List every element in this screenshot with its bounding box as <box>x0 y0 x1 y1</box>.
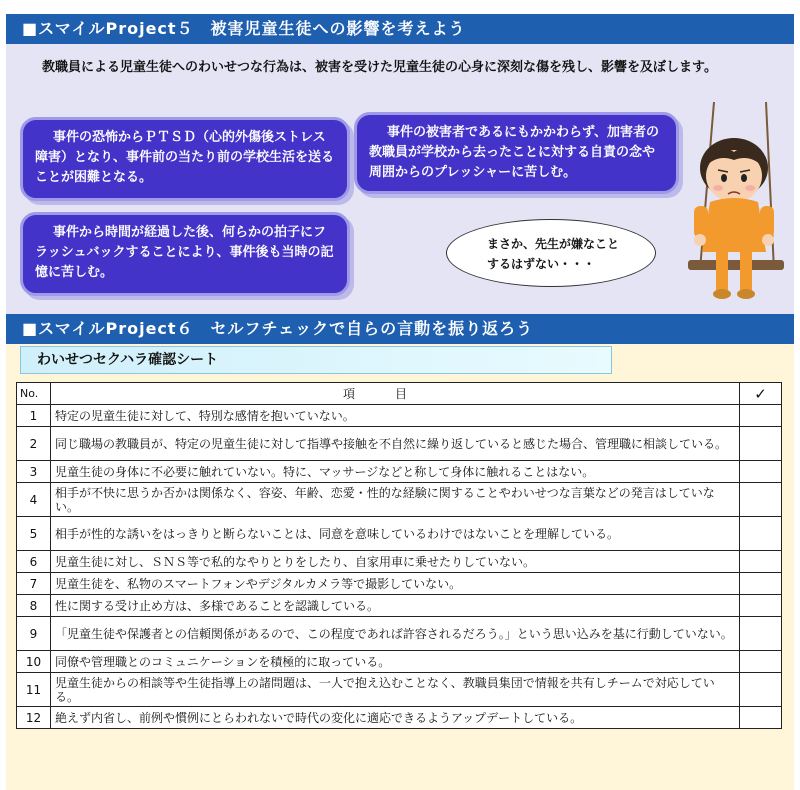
row-number: 2 <box>17 427 51 461</box>
row-item-text: 性に関する受け止め方は、多様であることを認識している。 <box>51 595 740 617</box>
table-row <box>17 673 782 707</box>
project5-intro: 教職員による児童生徒へのわいせつな行為は、被害を受けた児童生徒の心身に深刻な傷を残し、影響を及ぼします。 <box>42 60 717 75</box>
speech-bubble <box>446 219 656 287</box>
row-number: 8 <box>17 595 51 617</box>
row-item-text: 絶えず内省し、前例や慣例にとらわれないで時代の変化に適応できるようアップデートしている。 <box>51 707 740 729</box>
row-check-cell[interactable] <box>740 405 782 427</box>
child-on-swing-illustration <box>670 102 794 312</box>
self-check-table <box>16 382 782 729</box>
project6-title: ■スマイルProject６ セルフチェックで自らの言動を振り返ろう <box>6 314 794 344</box>
table-row <box>17 617 782 651</box>
row-item-text: 児童生徒からの相談等や生徒指導上の諸問題は、一人で抱え込むことなく、教職員集団で情報を共有しチームで対応している。 <box>51 673 740 707</box>
table-row <box>17 461 782 483</box>
row-number: 1 <box>17 405 51 427</box>
row-item-text: 同僚や管理職とのコミュニケーションを積極的に取っている。 <box>51 651 740 673</box>
row-item-text: 特定の児童生徒に対して、特別な感情を抱いていない。 <box>51 405 740 427</box>
header-item: 項目 <box>51 383 740 405</box>
impact-bubble-guilt: 事件の被害者であるにもかかわらず、加害者の教職員が学校から去ったことに対する自責の念や周囲からのプレッシャーに苦しむ。 <box>354 112 679 194</box>
row-check-cell[interactable] <box>740 551 782 573</box>
table-row <box>17 651 782 673</box>
row-number: 5 <box>17 517 51 551</box>
row-item-text: 同じ職場の教職員が、特定の児童生徒に対して指導や接触を不自然に繰り返していると感じた場合、管理職に相談している。 <box>51 427 740 461</box>
header-no: No. <box>17 383 51 405</box>
table-row <box>17 517 782 551</box>
row-check-cell[interactable] <box>740 427 782 461</box>
row-number: 6 <box>17 551 51 573</box>
impact-bubble-ptsd: 事件の恐怖からＰＴＳＤ（心的外傷後ストレス障害）となり、事件前の当たり前の学校生活を送ることが困難となる。 <box>20 117 350 201</box>
header-check: ✓ <box>740 383 782 405</box>
row-check-cell[interactable] <box>740 461 782 483</box>
row-check-cell[interactable] <box>740 651 782 673</box>
row-check-cell[interactable] <box>740 573 782 595</box>
table-row <box>17 551 782 573</box>
row-item-text: 児童生徒に対し、ＳＮＳ等で私的なやりとりをしたり、自家用車に乗せたりしていない。 <box>51 551 740 573</box>
table-header-row <box>17 383 782 405</box>
project5-section <box>6 14 794 314</box>
row-number: 4 <box>17 483 51 517</box>
impact-bubble-flashback: 事件から時間が経過した後、何らかの拍子にフラッシュバックすることにより、事件後も当時の記憶に苦しむ。 <box>20 212 350 296</box>
row-number: 10 <box>17 651 51 673</box>
table-row <box>17 595 782 617</box>
speech-line-2: するはずない・・・ <box>487 257 596 271</box>
project5-title: ■スマイルProject５ 被害児童生徒への影響を考えよう <box>6 14 794 44</box>
row-check-cell[interactable] <box>740 673 782 707</box>
table-row <box>17 405 782 427</box>
sheet-title: わいせつセクハラ確認シート <box>20 346 612 374</box>
row-item-text: 相手が不快に思うか否かは関係なく、容姿、年齢、恋愛・性的な経験に関することやわいせつな言葉などの発言はしていない。 <box>51 483 740 517</box>
row-check-cell[interactable] <box>740 595 782 617</box>
project6-section <box>6 314 794 790</box>
row-number: 9 <box>17 617 51 651</box>
row-number: 11 <box>17 673 51 707</box>
row-number: 12 <box>17 707 51 729</box>
row-item-text: 児童生徒の身体に不必要に触れていない。特に、マッサージなどと称して身体に触れることはない。 <box>51 461 740 483</box>
row-check-cell[interactable] <box>740 517 782 551</box>
table-row <box>17 707 782 729</box>
row-check-cell[interactable] <box>740 617 782 651</box>
row-item-text: 児童生徒を、私物のスマートフォンやデジタルカメラ等で撮影していない。 <box>51 573 740 595</box>
row-check-cell[interactable] <box>740 483 782 517</box>
table-row <box>17 427 782 461</box>
row-item-text: 「児童生徒や保護者との信頼関係があるので、この程度であれば許容されるだろう。」という思い込みを基に行動していない。 <box>51 617 740 651</box>
speech-line-1: まさか、先生が嫌なこと <box>487 237 620 251</box>
row-number: 7 <box>17 573 51 595</box>
table-row <box>17 573 782 595</box>
row-item-text: 相手が性的な誘いをはっきりと断らないことは、同意を意味しているわけではないことを理解している。 <box>51 517 740 551</box>
row-check-cell[interactable] <box>740 707 782 729</box>
row-number: 3 <box>17 461 51 483</box>
table-row <box>17 483 782 517</box>
